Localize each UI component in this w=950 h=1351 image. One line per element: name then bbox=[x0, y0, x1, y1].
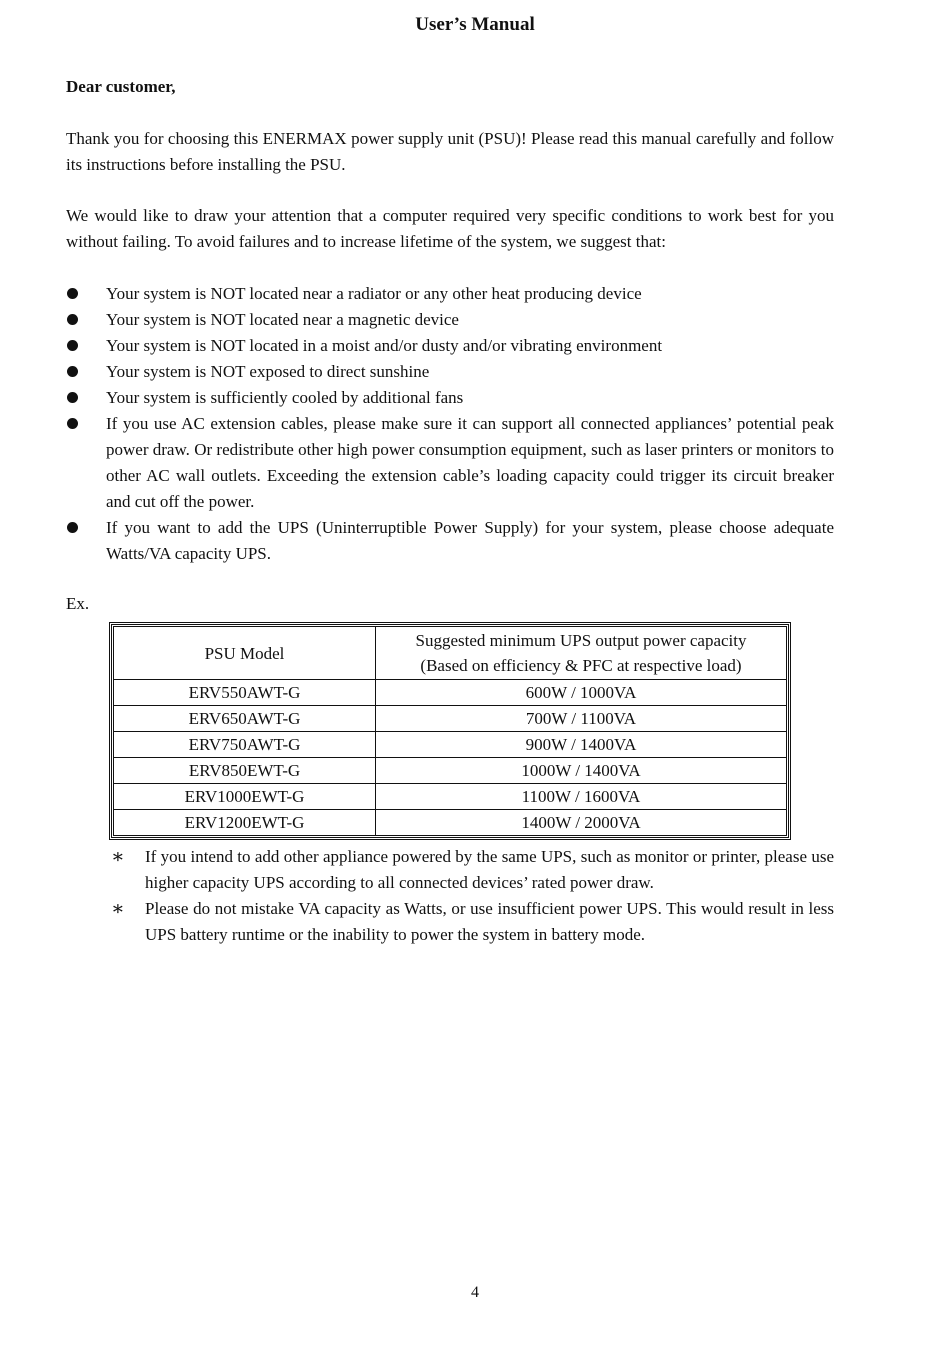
list-item bbox=[66, 281, 834, 307]
ups-capacity-cell: 1000W / 1400VA bbox=[376, 758, 787, 784]
list-item-text: Your system is NOT located near a magnetic device bbox=[106, 310, 459, 329]
capacity-column-header bbox=[376, 627, 787, 680]
ups-capacity-table bbox=[109, 622, 791, 840]
list-item-text: Your system is NOT located in a moist and/or dusty and/or vibrating environment bbox=[106, 336, 663, 355]
table-row bbox=[114, 784, 787, 810]
bullet-icon bbox=[67, 340, 78, 351]
list-item bbox=[66, 515, 834, 567]
psu-model-cell: ERV1200EWT-G bbox=[114, 810, 376, 836]
bullet-icon bbox=[67, 288, 78, 299]
footnote bbox=[109, 844, 834, 896]
list-item-text: Your system is NOT exposed to direct sunshine bbox=[106, 362, 430, 381]
model-column-header: PSU Model bbox=[114, 627, 376, 680]
footnotes bbox=[109, 844, 834, 948]
list-item bbox=[66, 307, 834, 333]
footnote bbox=[109, 896, 834, 948]
ups-capacity-cell: 1100W / 1600VA bbox=[376, 784, 787, 810]
footnote-text: Please do not mistake VA capacity as Watts, or use insufficient power UPS. This would result in less UPS battery runtime or the inability to power the system in battery mode. bbox=[145, 899, 834, 944]
table-row bbox=[114, 680, 787, 706]
capacity-header-line: Suggested minimum UPS output power capacity bbox=[415, 631, 747, 650]
recommendation-list bbox=[66, 281, 834, 567]
psu-model-cell: ERV650AWT-G bbox=[114, 706, 376, 732]
example-label: Ex. bbox=[66, 594, 90, 613]
psu-model-cell: ERV1000EWT-G bbox=[114, 784, 376, 810]
capacity-header-subline: (Based on efficiency & PFC at respective load) bbox=[420, 656, 742, 675]
page-number: 4 bbox=[471, 1284, 479, 1301]
intro-paragraph: Thank you for choosing this ENERMAX power supply unit (PSU)! Please read this manual carefully and follow its instructions before installing the PSU. bbox=[66, 129, 834, 174]
attention-paragraph: We would like to draw your attention that a computer required very specific conditions to work best for you without failing. To avoid failures and to increase lifetime of the system, we suggest that: bbox=[66, 206, 834, 251]
table-row bbox=[114, 732, 787, 758]
greeting: Dear customer, bbox=[66, 77, 176, 96]
list-item-text: If you use AC extension cables, please make sure it can support all connected appliances’ potential peak power draw. Or redistribute other high power consumption equipment, such as laser printers or monitors to other AC wall outlets. Exceeding the extension cable’s loading capacity could trigger its circuit breaker and cut off the power. bbox=[106, 414, 834, 511]
table-row bbox=[114, 810, 787, 836]
list-item bbox=[66, 385, 834, 411]
list-item bbox=[66, 359, 834, 385]
asterisk-icon: ∗ bbox=[111, 898, 125, 920]
list-item-text: Your system is NOT located near a radiator or any other heat producing device bbox=[106, 284, 642, 303]
psu-model-cell: ERV750AWT-G bbox=[114, 732, 376, 758]
list-item-text: Your system is sufficiently cooled by additional fans bbox=[106, 388, 464, 407]
ups-capacity-cell: 600W / 1000VA bbox=[376, 680, 787, 706]
list-item bbox=[66, 333, 834, 359]
psu-model-cell: ERV550AWT-G bbox=[114, 680, 376, 706]
ups-capacity-cell: 900W / 1400VA bbox=[376, 732, 787, 758]
list-item bbox=[66, 411, 834, 515]
bullet-icon bbox=[67, 392, 78, 403]
bullet-icon bbox=[67, 522, 78, 533]
table-row bbox=[114, 706, 787, 732]
table-header-row bbox=[114, 627, 787, 680]
ups-capacity-cell: 1400W / 2000VA bbox=[376, 810, 787, 836]
table-row bbox=[114, 758, 787, 784]
ups-capacity-cell: 700W / 1100VA bbox=[376, 706, 787, 732]
bullet-icon bbox=[67, 418, 78, 429]
footnote-text: If you intend to add other appliance powered by the same UPS, such as monitor or printer, please use higher capacity UPS according to all connected devices’ rated power draw. bbox=[145, 847, 834, 892]
bullet-icon bbox=[67, 366, 78, 377]
list-item-text: If you want to add the UPS (Uninterruptible Power Supply) for your system, please choose adequate Watts/VA capacity UPS. bbox=[106, 518, 834, 563]
psu-model-cell: ERV850EWT-G bbox=[114, 758, 376, 784]
asterisk-icon: ∗ bbox=[111, 846, 125, 868]
page-title: User’s Manual bbox=[415, 14, 535, 35]
bullet-icon bbox=[67, 314, 78, 325]
